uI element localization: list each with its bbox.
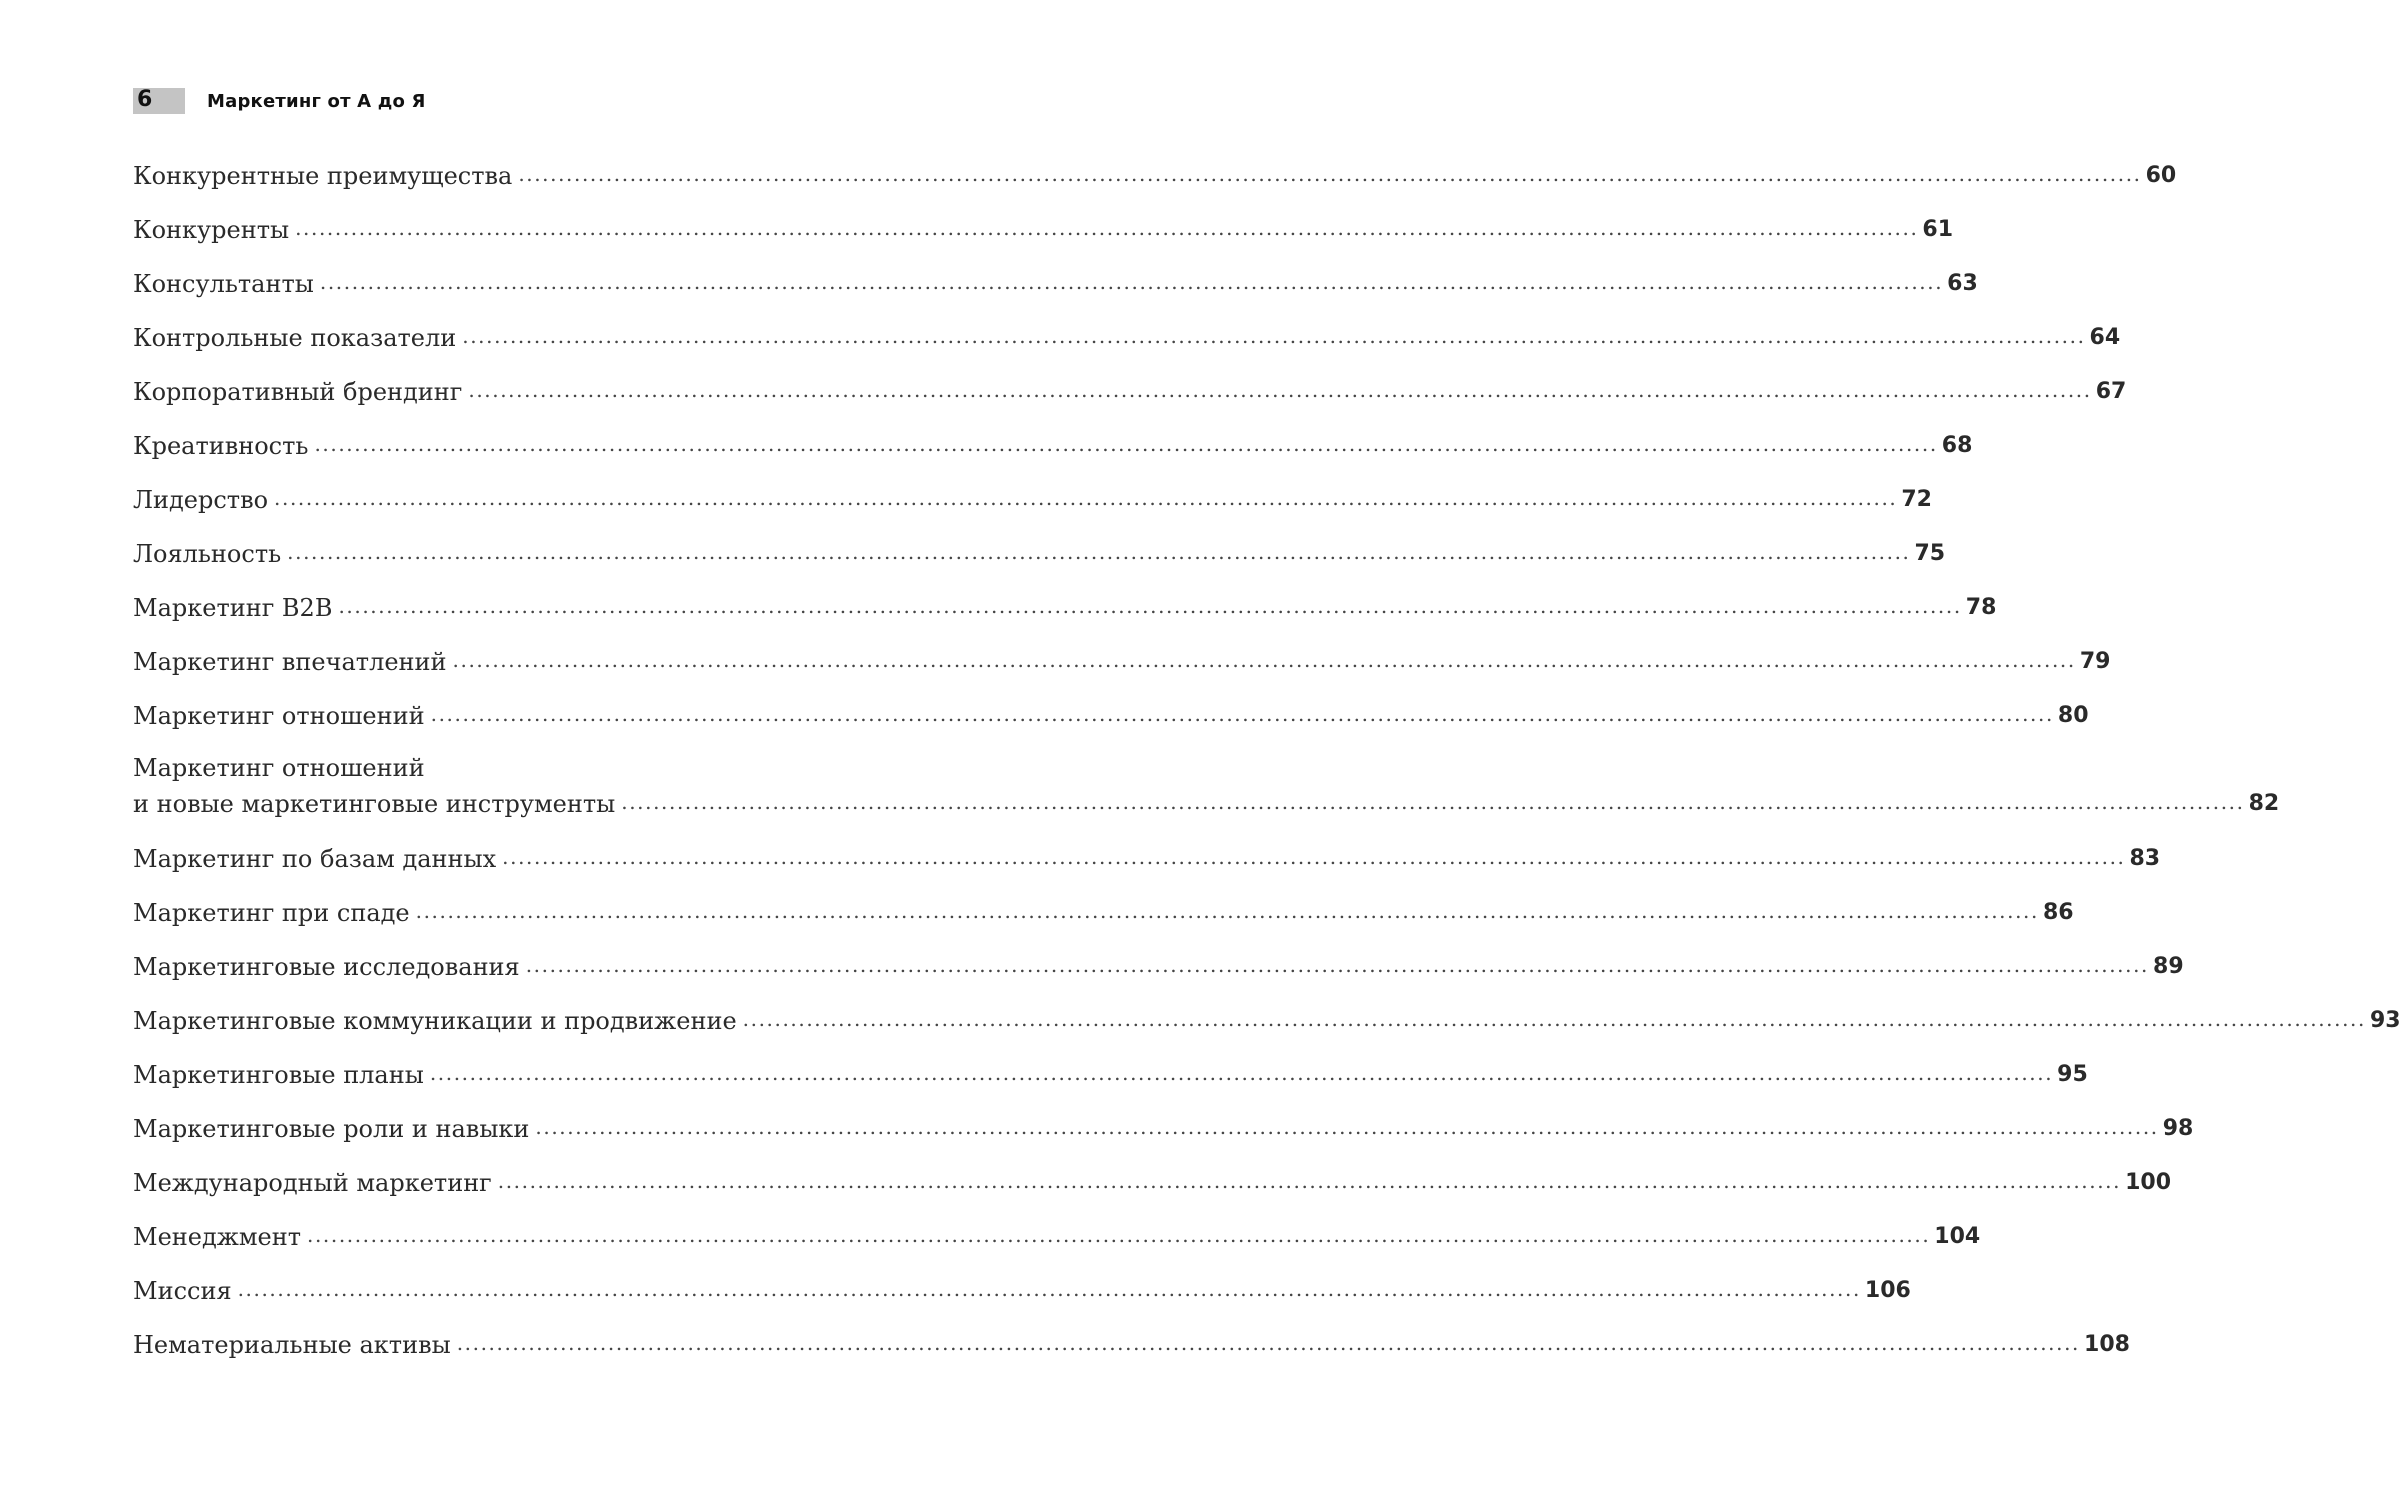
toc-entry[interactable] bbox=[133, 823, 2161, 877]
dot-leader: ............................................................................................................................................................................................................ bbox=[415, 899, 2039, 923]
dot-leader: ............................................................................................................................................................................................................ bbox=[452, 648, 2076, 672]
dot-leader: ............................................................................................................................................................................................................ bbox=[319, 270, 1944, 294]
toc-entry-title: Маркетинг впечатлений bbox=[133, 648, 447, 676]
toc-entry-title: Маркетинг по базам данных bbox=[133, 845, 497, 873]
book-title: Маркетинг от А до Я bbox=[207, 90, 426, 112]
toc-entry-page: 106 bbox=[1864, 1278, 1911, 1303]
toc-entry-title: Маркетинговые планы bbox=[133, 1061, 424, 1089]
toc-entry[interactable] bbox=[133, 736, 2280, 822]
dot-leader: ............................................................................................................................................................................................................ bbox=[430, 702, 2054, 726]
dot-leader: ............................................................................................................................................................................................................ bbox=[518, 162, 2142, 186]
toc-entry-page: 68 bbox=[1941, 433, 1973, 458]
toc-entry-title: Менеджмент bbox=[133, 1223, 301, 1251]
toc-entry-title: Контрольные показатели bbox=[133, 324, 457, 352]
toc-entry[interactable] bbox=[133, 140, 2177, 194]
toc-entry-page: 64 bbox=[2089, 325, 2121, 350]
toc-entry-page: 108 bbox=[2084, 1332, 2130, 1357]
dot-leader: ............................................................................................................................................................................................................ bbox=[497, 1169, 2122, 1193]
running-header bbox=[133, 88, 426, 114]
toc-entry-page: 100 bbox=[2125, 1170, 2172, 1195]
toc-entry-page: 98 bbox=[2162, 1116, 2194, 1141]
toc-entry[interactable] bbox=[133, 410, 1973, 464]
toc-entry-page: 78 bbox=[1965, 595, 1997, 620]
toc-entry[interactable] bbox=[133, 985, 2401, 1039]
dot-leader: ............................................................................................................................................................................................................ bbox=[274, 486, 1898, 510]
toc-entry-page: 86 bbox=[2042, 900, 2074, 925]
toc-entry-title: Корпоративный брендинг bbox=[133, 378, 463, 406]
toc-entry[interactable] bbox=[133, 194, 1954, 248]
dot-leader: ............................................................................................................................................................................................................ bbox=[502, 845, 2126, 869]
toc-entry-title: Миссия bbox=[133, 1277, 232, 1305]
toc-entry-title-line1: Маркетинг отношений bbox=[133, 754, 425, 782]
toc-entry[interactable] bbox=[133, 1309, 2130, 1363]
toc-entry-title: Конкуренты bbox=[133, 216, 290, 244]
toc-entry-page: 89 bbox=[2153, 954, 2184, 979]
toc-entry-title: Международный маркетинг bbox=[133, 1169, 492, 1197]
toc-entry-page: 75 bbox=[1914, 541, 1946, 566]
toc-entry[interactable] bbox=[133, 680, 2089, 734]
toc-entry-title: Маркетинговые роли и навыки bbox=[133, 1115, 530, 1143]
page-number: 6 bbox=[137, 87, 153, 112]
toc-entry-title: Маркетинг В2В bbox=[133, 594, 333, 622]
toc-entry-page: 93 bbox=[2369, 1008, 2401, 1033]
toc-entry[interactable] bbox=[133, 1147, 2172, 1201]
toc-entry[interactable] bbox=[133, 356, 2127, 410]
dot-leader: ............................................................................................................................................................................................................ bbox=[429, 1061, 2054, 1085]
toc-entry-title: Маркетинг отношений bbox=[133, 702, 425, 730]
toc-entry-title-line2: и новые маркетинговые инструменты bbox=[133, 790, 616, 818]
toc-entry-title: Лояльность bbox=[133, 540, 282, 568]
toc-entry-page: 95 bbox=[2057, 1062, 2088, 1087]
toc-entry-page: 82 bbox=[2248, 791, 2280, 816]
toc-entry[interactable] bbox=[133, 626, 2111, 680]
toc-entry[interactable] bbox=[133, 1255, 1911, 1309]
toc-entry-page: 60 bbox=[2145, 163, 2177, 188]
toc-entry[interactable] bbox=[133, 1201, 1981, 1255]
dot-leader: ............................................................................................................................................................................................................ bbox=[314, 432, 1938, 456]
dot-leader: ............................................................................................................................................................................................................ bbox=[621, 790, 2245, 814]
dot-leader: ............................................................................................................................................................................................................ bbox=[237, 1277, 1861, 1301]
dot-leader: ............................................................................................................................................................................................................ bbox=[468, 378, 2092, 402]
dot-leader: ............................................................................................................................................................................................................ bbox=[535, 1115, 2159, 1139]
toc-entry-title: Консультанты bbox=[133, 270, 314, 298]
toc-entry-page: 83 bbox=[2129, 846, 2161, 871]
toc-entry[interactable] bbox=[133, 248, 1978, 302]
toc-entry-page: 72 bbox=[1901, 487, 1932, 512]
page-number-box bbox=[133, 88, 185, 114]
toc-entry[interactable] bbox=[133, 302, 2121, 356]
toc-entry-title: Лидерство bbox=[133, 486, 269, 514]
toc-entry[interactable] bbox=[133, 931, 2184, 985]
dot-leader: ............................................................................................................................................................................................................ bbox=[462, 324, 2086, 348]
toc-entry-title: Маркетинг при спаде bbox=[133, 899, 410, 927]
toc-entry-page: 80 bbox=[2057, 703, 2089, 728]
table-of-contents bbox=[133, 140, 2401, 1363]
dot-leader: ............................................................................................................................................................................................................ bbox=[306, 1223, 1931, 1247]
dot-leader: ............................................................................................................................................................................................................ bbox=[338, 594, 1962, 618]
toc-entry-title bbox=[133, 750, 615, 822]
toc-entry-title: Маркетинговые исследования bbox=[133, 953, 520, 981]
dot-leader: ............................................................................................................................................................................................................ bbox=[287, 540, 1911, 564]
toc-entry-page: 61 bbox=[1922, 217, 1954, 242]
toc-entry[interactable] bbox=[133, 464, 1932, 518]
toc-entry-page: 67 bbox=[2095, 379, 2127, 404]
toc-entry-page: 63 bbox=[1947, 271, 1978, 296]
dot-leader: ............................................................................................................................................................................................................ bbox=[295, 216, 1919, 240]
dot-leader: ............................................................................................................................................................................................................ bbox=[742, 1007, 2366, 1031]
toc-entry-page: 104 bbox=[1934, 1224, 1981, 1249]
toc-entry-title: Конкурентные преимущества bbox=[133, 162, 513, 190]
toc-entry[interactable] bbox=[133, 1039, 2088, 1093]
dot-leader: ............................................................................................................................................................................................................ bbox=[456, 1331, 2081, 1355]
toc-entry-title: Маркетинговые коммуникации и продвижение bbox=[133, 1007, 737, 1035]
toc-entry-title: Креативность bbox=[133, 432, 309, 460]
toc-entry[interactable] bbox=[133, 1093, 2194, 1147]
dot-leader: ............................................................................................................................................................................................................ bbox=[525, 953, 2150, 977]
toc-entry-title: Нематериальные активы bbox=[133, 1331, 451, 1359]
toc-entry[interactable] bbox=[133, 877, 2074, 931]
toc-entry[interactable] bbox=[133, 572, 1997, 626]
toc-entry[interactable] bbox=[133, 518, 1946, 572]
toc-entry-page: 79 bbox=[2079, 649, 2111, 674]
